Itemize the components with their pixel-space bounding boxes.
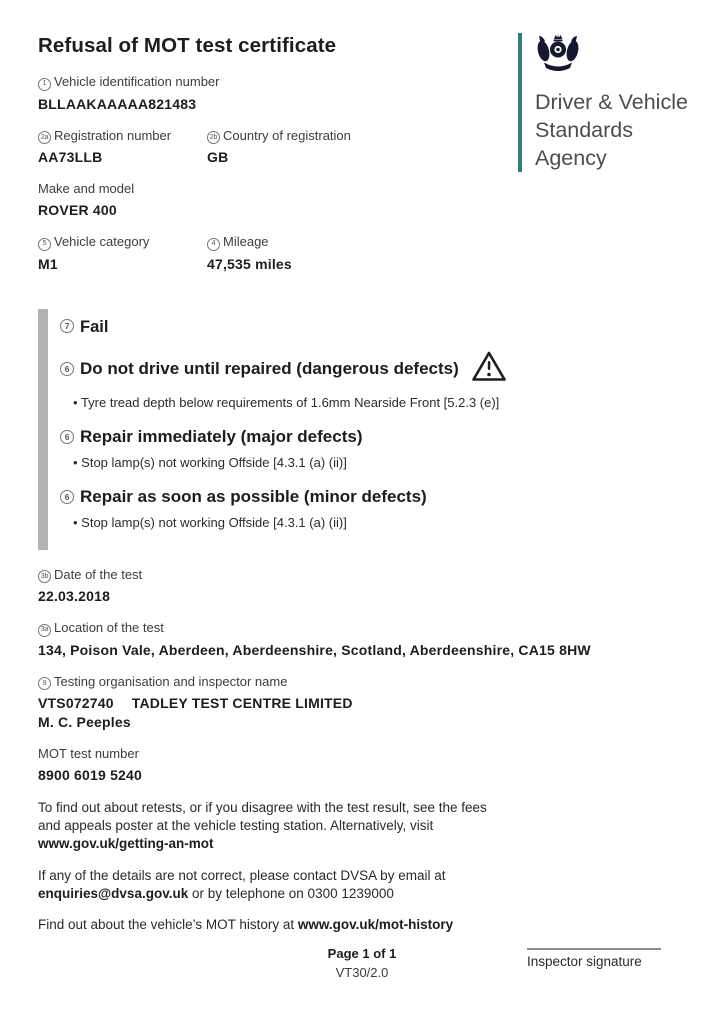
- ref-circle-3a: 3a: [38, 624, 51, 637]
- page-title: Refusal of MOT test certificate: [38, 34, 337, 57]
- ref-circle-9: 9: [38, 677, 51, 690]
- field-vin-value: BLLAAKAAAAA821483: [38, 95, 197, 112]
- field-mileage-value: 47,535 miles: [207, 255, 292, 272]
- defect-item: • Stop lamp(s) not working Offside [4.3.1 (a) (ii)]: [73, 454, 518, 471]
- defect-section-major: [60, 426, 518, 471]
- test-result-panel: [38, 309, 518, 550]
- ref-circle-7: 7: [60, 319, 74, 333]
- inspector-signature-line: Inspector signature: [527, 948, 661, 969]
- defect-section-minor: [60, 486, 518, 531]
- field-vin: [38, 74, 518, 113]
- field-make-model: [38, 181, 518, 219]
- field-test-number: [38, 746, 518, 784]
- registration-country-row: [38, 128, 518, 182]
- field-test-date: [38, 567, 518, 606]
- note-retests: To find out about retests, or if you disagree with the test result, see the fees and appeals poster at the vehicle testing station. Alternatively, visit www.gov.uk/getting-an-mot: [38, 800, 487, 851]
- ref-circle-6c: 6: [60, 490, 74, 504]
- defect-heading-major: Repair immediately (major defects): [80, 426, 363, 446]
- result-status: [60, 318, 518, 337]
- page-number: Page 1 of 1: [327, 946, 397, 961]
- field-organisation-value: [38, 694, 518, 712]
- note-contact: If any of the details are not correct, please contact DVSA by email at enquiries@dvsa.gov.uk or by telephone on 0300 1239000: [38, 867, 446, 901]
- ref-circle-1: 1: [38, 78, 51, 91]
- ref-circle-2a: 2a: [38, 131, 51, 144]
- field-category-label: Vehicle category: [54, 234, 150, 249]
- ref-circle-4: 4: [207, 238, 220, 251]
- ref-circle-6a: 6: [60, 362, 74, 376]
- field-country-label: Country of registration: [223, 127, 351, 143]
- defect-item: • Stop lamp(s) not working Offside [4.3.1 (a) (ii)]: [73, 514, 518, 531]
- category-mileage-row: [38, 234, 518, 288]
- field-test-number-label: MOT test number: [38, 746, 139, 761]
- logo-line-3: Agency: [535, 146, 607, 170]
- ref-circle-6b: 6: [60, 430, 74, 444]
- result-panel-bar: [38, 309, 48, 550]
- field-country: [207, 128, 351, 167]
- logo-line-2: Standards: [535, 118, 634, 142]
- field-registration: [38, 128, 207, 167]
- logo-agency-name: [535, 88, 688, 172]
- ref-circle-3b: 3b: [38, 570, 51, 583]
- field-organisation: [38, 674, 518, 732]
- site-name: TADLEY TEST CENTRE LIMITED: [131, 695, 353, 711]
- logo-body: [535, 33, 688, 172]
- note-history: Find out about the vehicle’s MOT history at www.gov.uk/mot-history: [38, 917, 454, 932]
- dvsa-email-link: enquiries@dvsa.gov.uk: [38, 885, 189, 901]
- field-test-location-label: Location of the test: [54, 620, 164, 635]
- ref-circle-2b: 2b: [207, 131, 220, 144]
- defect-heading-minor: Repair as soon as possible (minor defects): [80, 486, 427, 506]
- field-make-model-label: Make and model: [38, 181, 135, 196]
- field-registration-value: AA73LLB: [38, 149, 103, 165]
- field-test-location-value: 134, Poison Vale, Aberdeen, Aberdeenshire, Scotland, Aberdeenshire, CA15 8HW: [38, 641, 591, 658]
- royal-crest-icon: [535, 33, 688, 82]
- result-status-label: Fail: [80, 317, 109, 336]
- field-country-value: GB: [207, 149, 229, 165]
- field-test-date-label: Date of the test: [54, 566, 143, 582]
- site-number: VTS072740: [38, 695, 114, 711]
- field-category-value: M1: [38, 255, 58, 272]
- logo-line-1: Driver & Vehicle: [535, 90, 688, 114]
- field-mileage-label: Mileage: [223, 234, 269, 249]
- field-test-date-value: 22.03.2018: [38, 588, 111, 604]
- form-code: VT30/2.0: [335, 965, 389, 980]
- inspector-name: M. C. Peeples: [38, 714, 131, 730]
- defect-heading-dangerous: Do not drive until repaired (dangerous defects): [80, 358, 459, 378]
- field-make-model-value: ROVER 400: [38, 202, 117, 218]
- mot-history-link: www.gov.uk/mot-history: [297, 917, 454, 932]
- defect-section-dangerous: [60, 350, 518, 411]
- field-vin-label: Vehicle identification number: [54, 74, 220, 89]
- field-registration-label: Registration number: [54, 127, 172, 143]
- field-category: [38, 234, 207, 273]
- field-vin-label-row: [38, 74, 518, 91]
- field-test-number-value: 8900 6019 5240: [38, 767, 143, 783]
- getting-an-mot-link: www.gov.uk/getting-an-mot: [38, 836, 214, 851]
- logo-accent-bar: [518, 33, 522, 172]
- field-organisation-label: Testing organisation and inspector name: [54, 673, 288, 689]
- field-mileage: [207, 234, 292, 273]
- dvsa-logo: [518, 33, 688, 172]
- defect-item: • Tyre tread depth below requirements of 1.6mm Nearside Front [5.2.3 (e)]: [73, 394, 518, 411]
- field-test-location: [38, 620, 591, 659]
- warning-triangle-icon: [471, 350, 507, 388]
- ref-circle-5: 5: [38, 238, 51, 251]
